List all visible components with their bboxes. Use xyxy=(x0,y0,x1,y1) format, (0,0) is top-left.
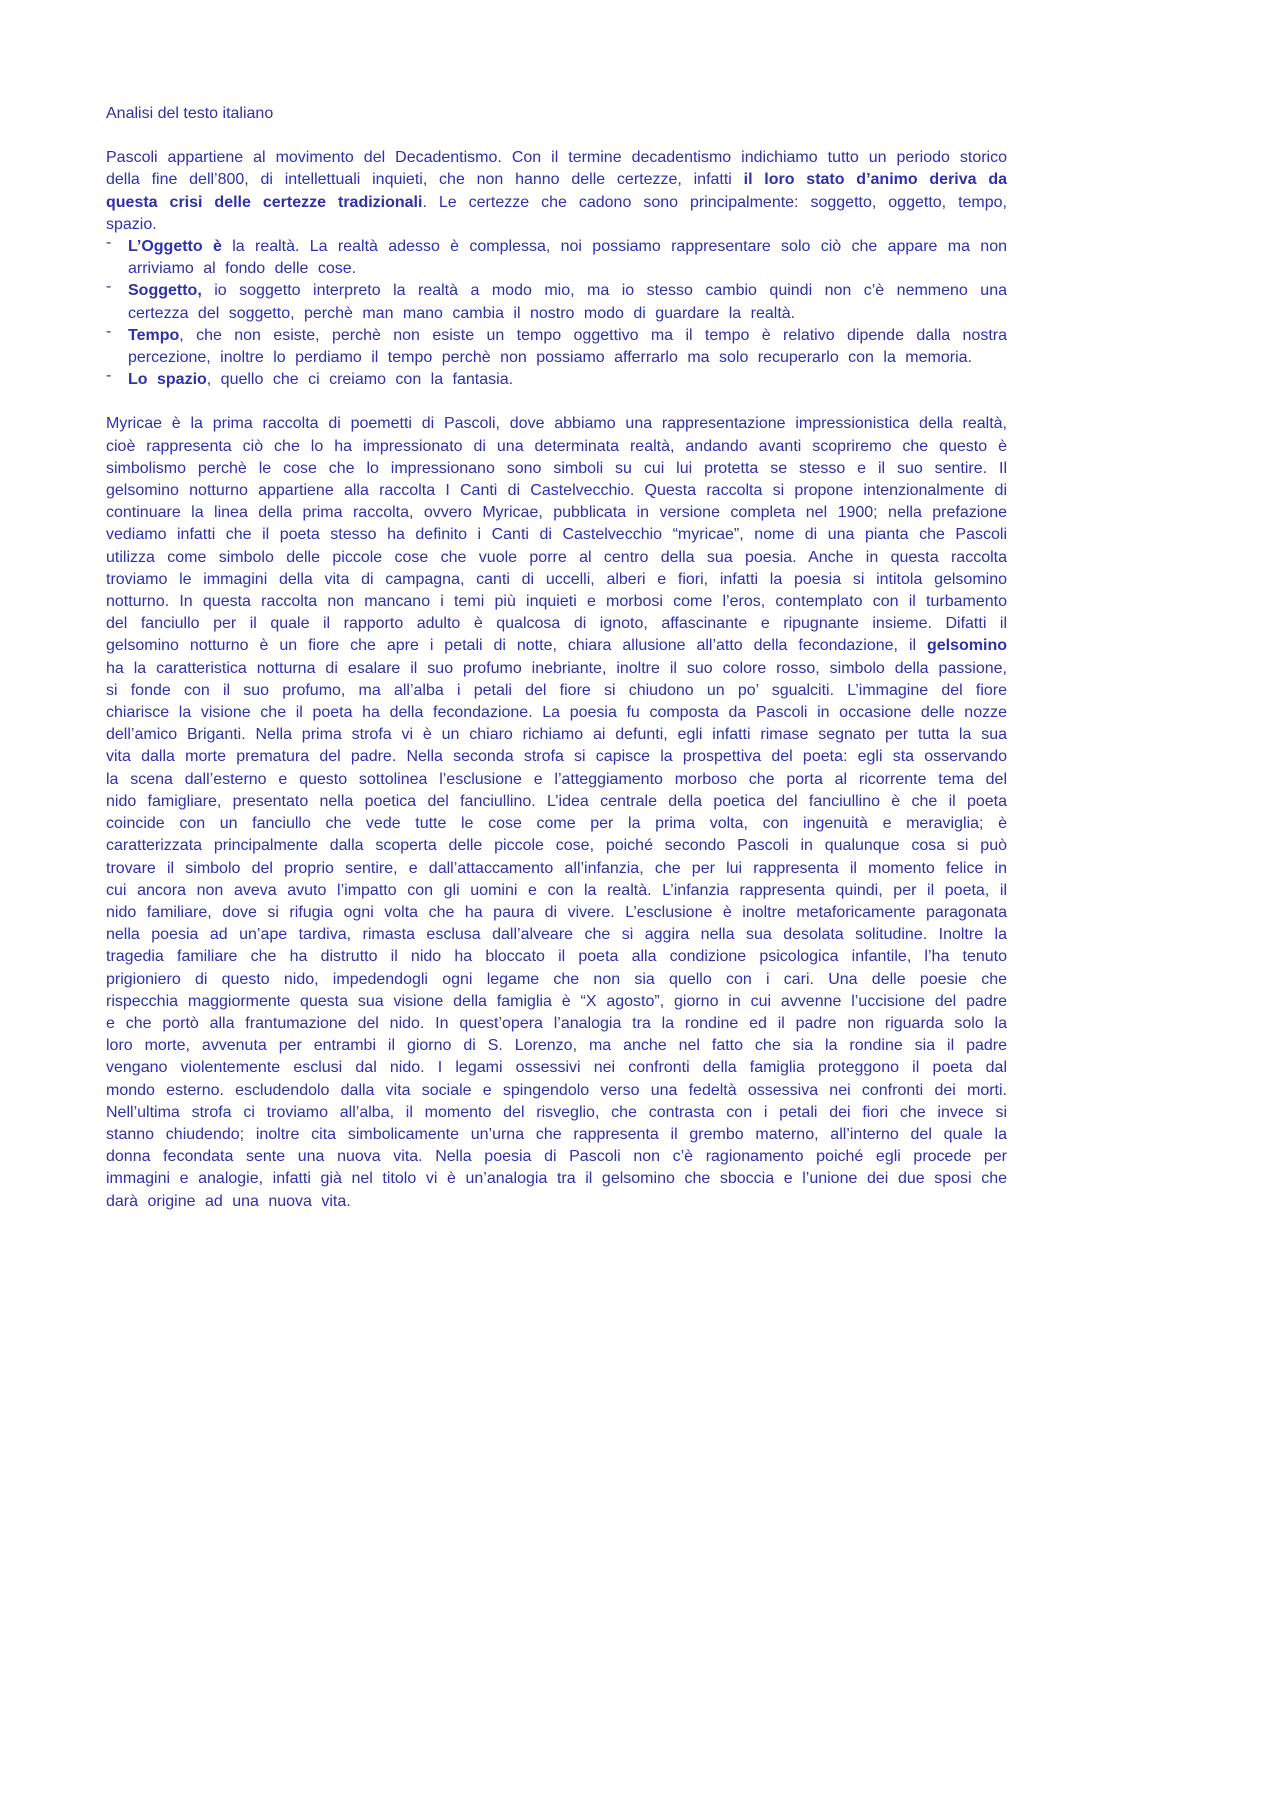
text-segment: . Le certezze che cadono sono principalmente: soggetto, oggetto, tempo, spazio. xyxy=(106,193,1007,233)
bullet-item-soggetto xyxy=(106,280,1007,324)
intro-paragraph xyxy=(106,147,1007,236)
bullet-text xyxy=(128,325,1007,369)
bullet-dash-marker: - xyxy=(106,322,112,340)
text-segment-bold: il loro stato d’animo deriva da questa crisi delle certezze tradizionali xyxy=(106,171,1007,211)
text-segment-bold: gelsomino xyxy=(926,637,1007,655)
bullet-text xyxy=(128,280,1007,324)
text-segment: la realtà. La realtà adesso è complessa, noi possiamo rappresentare solo ciò che appare ma non arriviamo al fondo delle cose. xyxy=(128,238,1008,278)
bullet-dash-marker: - xyxy=(106,278,112,296)
text-segment: Myricae è la prima raccolta di poemetti di Pascoli, dove abbiamo una rappresentazione impressionistica della realtà, cioè rappresenta ciò che lo ha impressionato di una determinata realtà, andando avanti scopriremo che questo è simbolismo perchè le cose che lo impressionano sono simboli su cui lui protetta se stesso e il suo sentire. Il gelsomino notturno appartiene alla raccolta I Canti di Castelvecchio. Questa raccolta si propone intenzionalmente di continuare la linea della prima raccolta, ovvero Myricae, pubblicata in versione completa nel 1900; nella prefazione vediamo infatti che il poeta stesso ha definito i Canti di Castelvecchio “myricae”, nome di una pianta che Pascoli utilizza come simbolo delle piccole cose che vuole porre al centro della sua poesia. Anche in questa raccolta troviamo le immagini della vita di campagna, canti di uccelli, alberi e fiori, infatti la poesia si intitola gelsomino notturno. In questa raccolta non mancano i temi più inquieti e morbosi come l’eros, contemplato con il turbamento del fanciullo per il quale il rapporto adulto è qualcosa di ignoto, affascinante e ripugnante insieme. Difatti il gelsomino notturno è un fiore che apre i petali di notte, chiara allusione all’atto della fecondazione, il xyxy=(106,415,1007,655)
text-segment: ha la caratteristica notturna di esalare il suo profumo inebriante, inoltre il suo colore rosso, simbolo della passione, si fonde con il suo profumo, ma all’alba i petali del fiore si chiudono un po’ sgualciti. L’immagine del fiore chiarisce la visione che il poeta ha della fecondazione. La poesia fu composta da Pascoli in occasione delle nozze dell’amico Briganti. Nella prima strofa vi è un chiaro richiamo ai defunti, egli infatti rimase segnato per tutta la sua vita dalla morte prematura del padre. Nella seconda strofa si capisce la prospettiva del poeta: egli sta osservando la scena dall’esterno e questo sottolinea l’esclusione e l’atteggiamento morboso che porta al ricorrente tema del nido famigliare, presentato nella poetica del fanciullino. L’idea centrale della poetica del fanciullino è che il poeta coincide con un fanciullo che vede tutte le cose come per la prima volta, con ingenuità e meraviglia; è caratterizzata principalmente dalla scoperta delle piccole cose, poiché secondo Pascoli in qualunque cosa si può trovare il simbolo del proprio sentire, e dall’attaccamento all’infanzia, che per lui rappresenta il momento felice in cui ancora non aveva avuto l’impatto con gli uomini e con la realtà. L’infanzia rappresenta quindi, per il poeta, il nido familiare, dove si rifugia ogni volta che ha paura di vivere. L’esclusione è inoltre metaforicamente paragonata nella poesia ad un’ape tardiva, rimasta esclusa dall’alveare che si aggira nella sua desolata solitudine. Inoltre la tragedia familiare che ha distrutto il nido ha bloccato il poeta alla condizione psicologica infantile, l’ha tenuto prigioniero di questo nido, impedendogli ogni legame che non sia quello con i cari. Una delle poesie che rispecchia maggiormente questa sua visione della famiglia è “X agosto”, giorno in cui avvenne l’uccisione del padre e che portò alla frantumazione del nido. In quest’opera l’analogia tra la rondine ed il padre non riguarda solo la loro morte, avvenuta per entrambi il giorno di S. Lorenzo, ma anche nel fatto che sia la rondine sia il padre vengano violentemente esclusi dal nido. I legami ossessivi nei confronti della famiglia proteggono il poeta dal mondo esterno. escludendolo dalla vita sociale e spingendolo verso una fedeltà ossessiva nei confronti dei morti. Nell’ultima strofa ci troviamo all’alba, il momento del risveglio, che contrasta con i petali dei fiori che invece si stanno chiudendo; inoltre cita simbolicamente un’urna che rappresenta il grembo materno, all’interno del quale la donna fecondata sente una nuova vita. Nella poesia di Pascoli non c’è ragionamento poiché egli procede per immagini e analogie, infatti già nel titolo vi è un’analogia tra il gelsomino che sboccia e l’unione dei due sposi che darà origine ad una nuova vita. xyxy=(106,659,1007,1210)
bullet-item-oggetto xyxy=(106,236,1007,280)
text-segment: Pascoli appartiene al movimento del Decadentismo. Con il termine decadentismo indichiamo tutto un periodo storico della fine dell’800, di intellettuali inquieti, che non hanno delle certezze, infatti xyxy=(106,149,1007,189)
text-segment: io soggetto interpreto la realtà a modo mio, ma io stesso cambio quindi non c’è nemmeno una certezza del soggetto, perchè man mano cambia il nostro modo di guardare la realtà. xyxy=(128,282,1007,322)
body-paragraph xyxy=(106,413,1007,1212)
page-title: Analisi del testo italiano xyxy=(106,105,274,122)
document-page xyxy=(106,103,1007,1213)
text-segment: , che non esiste, perchè non esiste un tempo oggettivo ma il tempo è relativo dipende dalla nostra percezione, inoltre lo perdiamo il tempo perchè non possiamo afferrarlo ma solo recuperarlo con la memoria. xyxy=(128,326,1007,367)
bullet-item-spazio xyxy=(106,369,1007,391)
text-segment-bold: Soggetto, xyxy=(128,282,202,300)
bullet-text xyxy=(128,236,1007,280)
text-segment-bold: Tempo xyxy=(128,326,180,344)
text-segment-bold: L’Oggetto è xyxy=(128,238,222,256)
bullet-list xyxy=(106,236,1007,391)
bullet-dash-marker: - xyxy=(106,367,112,385)
bullet-item-tempo xyxy=(106,322,1007,369)
text-segment-bold: Lo spazio xyxy=(128,371,207,389)
bullet-dash-marker: - xyxy=(106,234,112,252)
text-segment: , quello che ci creiamo con la fantasia. xyxy=(206,371,514,389)
bullet-text xyxy=(128,369,1007,391)
